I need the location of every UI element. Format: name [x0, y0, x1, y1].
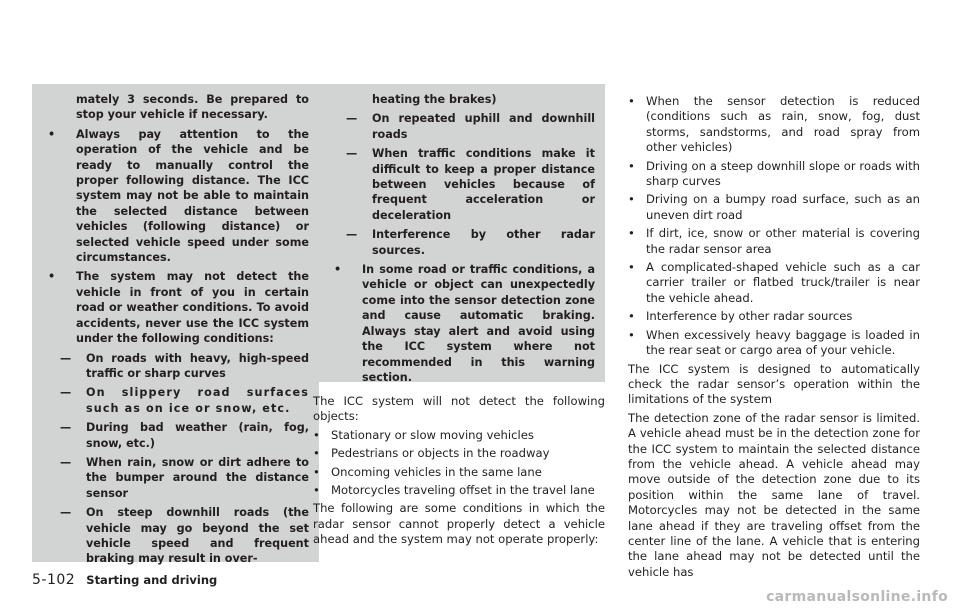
body-bullet: • If dirt, ice, snow or other material is covering the radar sensor area: [628, 226, 920, 257]
body-bullet: • When excessively heavy baggage is loaded in the rear seat or cargo area of your vehicle.: [628, 328, 920, 359]
body-bullet: • Pedestrians or objects in the roadway: [313, 446, 605, 461]
body-bullet: • A complicated-shaped vehicle such as a car carrier trailer or flatbed truck/trailer is near the vehicle ahead.: [628, 260, 920, 306]
warning-dash-item: — Interference by other radar sources.: [340, 227, 595, 258]
warning-dash-item: — When traffic conditions make it difficult to keep a proper distance between vehicles because of frequent acceleration or deceleration: [340, 146, 595, 223]
body-bullet: • Interference by other radar sources: [628, 309, 920, 324]
body-bullet: • Driving on a steep downhill slope or roads with sharp curves: [628, 159, 920, 190]
warning-bullet: • The system may not detect the vehicle in front of you in certain road or weather conditions. To avoid accidents, never use the ICC system under the following conditions:: [54, 269, 309, 346]
body-bullet: • Driving on a bumpy road surface, such as an uneven dirt road: [628, 192, 920, 223]
warning-dash-item: — On roads with heavy, high-speed traffic or sharp curves: [54, 351, 309, 382]
warning-dash-item: — When rain, snow or dirt adhere to the bumper around the distance sensor: [54, 455, 309, 501]
body-text-middle: [313, 394, 605, 551]
warning-dash-item: — On steep downhill roads (the vehicle may go beyond the set vehicle speed and frequent braking may result in over-: [54, 505, 309, 567]
body-bullet: • Motorcycles traveling offset in the travel lane: [313, 483, 605, 498]
warning-box-middle-content: [318, 84, 605, 385]
body-bullet: • Stationary or slow moving vehicles: [313, 428, 605, 443]
warning-bullet: • Always pay attention to the operation of the vehicle and be ready to manually control the proper following distance. The ICC system may not be able to maintain the selected distance between vehicles (following distance) or selected vehicle speed under some circumstances.: [54, 127, 309, 266]
warning-dash-item: — During bad weather (rain, fog, snow, etc.): [54, 420, 309, 451]
body-bullet: • Oncoming vehicles in the same lane: [313, 465, 605, 480]
body-paragraph: The ICC system is designed to automatically check the radar sensor’s operation within the limitations of the system: [628, 361, 920, 407]
body-bullet: • When the sensor detection is reduced (conditions such as rain, snow, fog, dust storms, sandstorms, and road spray from other vehicles): [628, 94, 920, 156]
page-footer: [32, 569, 217, 588]
warning-box-left-content: [32, 84, 319, 567]
warning-box-left: [32, 84, 319, 566]
page-number: 5-102: [32, 572, 76, 588]
body-paragraph: The following are some conditions in which the radar sensor cannot properly detect a vehicle ahead and the system may not operate properly:: [313, 501, 605, 547]
warning-dash-item: — On slippery road surfaces such as on ice or snow, etc.: [54, 385, 309, 416]
warning-dash-item: — On repeated uphill and downhill roads: [340, 111, 595, 142]
body-text-right: [628, 94, 920, 583]
section-title: Starting and driving: [86, 573, 218, 587]
watermark: carmanualsonline.info: [766, 589, 948, 605]
warning-paragraph: mately 3 seconds. Be prepared to stop your vehicle if necessary.: [76, 93, 309, 122]
body-paragraph: The detection zone of the radar sensor is limited. A vehicle ahead must be in the detection zone for the ICC system to maintain the selected distance from the vehicle ahead. A vehicle ahead may move outside of the detection zone due to its position within the same lane of travel. Motorcycles may not be detected in the same lane ahead if they are traveling offset from the center line of the lane. A vehicle that is entering the lane ahead may not be detected until the vehicle has: [628, 410, 920, 579]
warning-bullet: • In some road or traffic conditions, a vehicle or object can unexpectedly come into the sensor detection zone and cause automatic braking. Always stay alert and avoid using the ICC system where not recommended in this warning section.: [340, 262, 595, 385]
warning-paragraph: heating the brakes): [372, 93, 497, 106]
body-paragraph: The ICC system will not detect the following objects:: [313, 394, 605, 424]
warning-box-middle: [318, 84, 605, 382]
